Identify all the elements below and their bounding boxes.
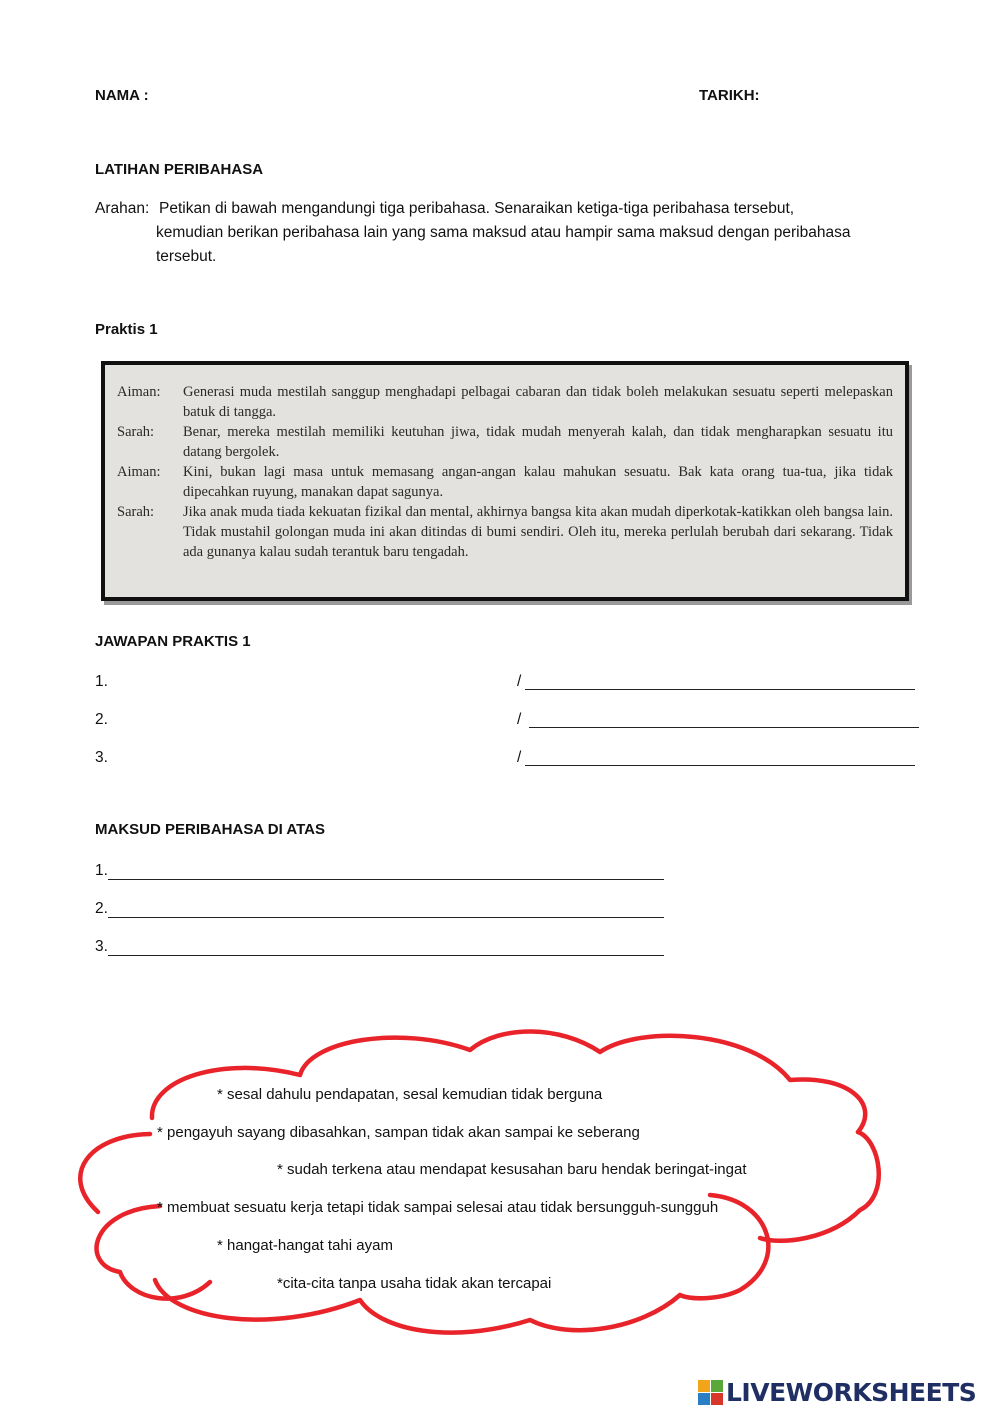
- dialogue-speaker: Sarah:: [117, 504, 155, 520]
- answer-separator: /: [517, 673, 522, 690]
- dialogue-text: Jika anak muda tiada kekuatan fizikal dan mental, akhirnya bangsa kita akan mudah diperkotak-katikkan oleh bangsa lain. Tidak mustahil golongan muda ini akan ditindas di bumi sendiri. Oleh itu, mereka perlulah berubah dari sekarang. Tidak ada gunanya kalau sudah terantuk baru tengadah.: [183, 504, 893, 560]
- word-bank-item[interactable]: * pengayuh sayang dibasahkan, sampan tidak akan sampai ke seberang: [157, 1124, 640, 1141]
- word-bank-item[interactable]: * sesal dahulu pendapatan, sesal kemudian tidak berguna: [217, 1086, 603, 1103]
- word-bank-item[interactable]: *cita-cita tanpa usaha tidak akan tercapai: [277, 1275, 552, 1292]
- liveworksheets-logo-text: LIVEWORKSHEETS: [726, 1378, 977, 1407]
- instruction-line-3: tersebut.: [156, 248, 217, 265]
- answer-number: 3.: [95, 749, 108, 766]
- liveworksheets-logo: [698, 1378, 976, 1407]
- cloud-bump: [97, 1206, 210, 1299]
- name-label: NAMA :: [95, 87, 149, 104]
- cloud-bump: [760, 1132, 879, 1241]
- exercise-title: LATIHAN PERIBAHASA: [95, 161, 264, 178]
- instruction-line-2: kemudian berikan peribahasa lain yang sama maksud atau hampir sama maksud dengan peribahasa: [156, 224, 851, 241]
- meaning-number: 3.: [95, 938, 108, 955]
- liveworksheets-logo-icon: [698, 1380, 724, 1406]
- instruction-line-1: Petikan di bawah mengandungi tiga peribahasa. Senaraikan ketiga-tiga peribahasa tersebut,: [159, 200, 795, 217]
- answer-number: 2.: [95, 711, 108, 728]
- answer-separator: /: [517, 749, 522, 766]
- practice-title: Praktis 1: [95, 321, 158, 338]
- dialogue-text: Benar, mereka mestilah memiliki keutuhan jiwa, tidak mudah menyerah kalah, dan tidak mengharapkan sesuatu itu datang bergolek.: [183, 424, 893, 460]
- meaning-number: 1.: [95, 862, 108, 879]
- word-bank-item[interactable]: * sudah terkena atau mendapat kesusahan baru hendak beringat-ingat: [277, 1161, 747, 1178]
- cloud-bump: [152, 1031, 865, 1132]
- date-label: TARIKH:: [699, 87, 760, 104]
- dialogue-text: Kini, bukan lagi masa untuk memasang angan-angan kalau mahukan sesuatu. Bak kata orang tua-tua, jika tidak dipecahkan ruyung, manakan dapat sagunya.: [183, 464, 893, 500]
- answers-title: JAWAPAN PRAKTIS 1: [95, 633, 251, 650]
- dialogue-speaker: Sarah:: [117, 424, 155, 440]
- dialogue-text: Generasi muda mestilah sanggup menghadapi pelbagai cabaran dan tidak boleh melakukan sesuatu seperti melepaskan batuk di tangga.: [183, 384, 893, 420]
- answer-separator: /: [517, 711, 522, 728]
- dialogue-speaker: Aiman:: [117, 464, 161, 480]
- instruction-label: Arahan:: [95, 200, 150, 217]
- dialogue-speaker: Aiman:: [117, 384, 161, 400]
- meaning-number: 2.: [95, 900, 108, 917]
- answer-number: 1.: [95, 673, 108, 690]
- word-bank-item[interactable]: * hangat-hangat tahi ayam: [217, 1237, 393, 1254]
- cloud-bump: [80, 1134, 150, 1212]
- meanings-title: MAKSUD PERIBAHASA DI ATAS: [95, 821, 326, 838]
- word-bank-item[interactable]: * membuat sesuatu kerja tetapi tidak sampai selesai atau tidak bersungguh-sungguh: [157, 1199, 719, 1216]
